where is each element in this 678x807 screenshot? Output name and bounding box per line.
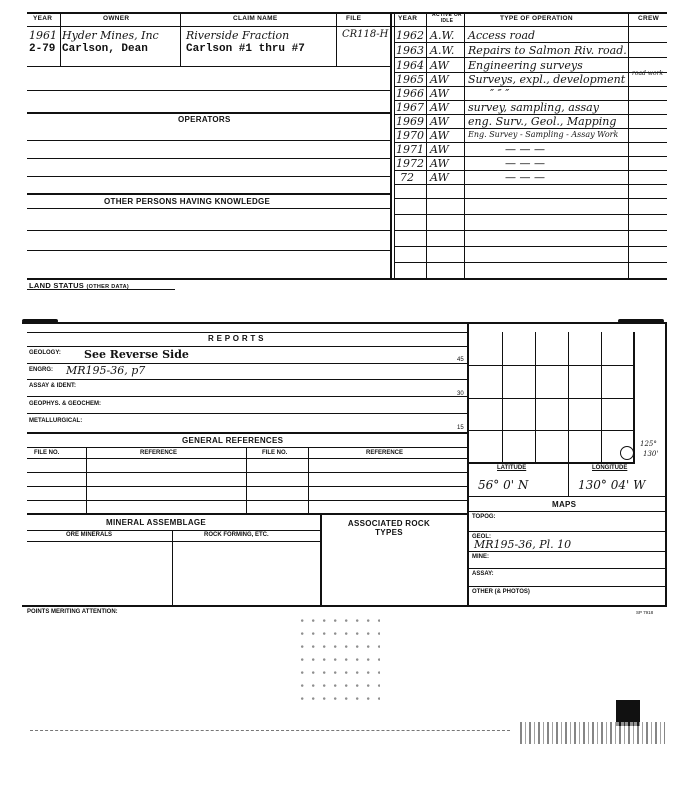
ref-col-reference: REFERENCE: [140, 450, 178, 456]
activity-row-7-status: AW: [430, 115, 449, 128]
activity-row-7-year: 1969: [396, 115, 424, 128]
grid-line: [469, 398, 635, 399]
divider: [27, 289, 175, 290]
owner-row-1-file: CR118-H: [342, 29, 389, 40]
divider: [27, 513, 467, 515]
associated-rock-types-heading: ASSOCIATED ROCK TYPES: [347, 519, 431, 537]
reports-heading: R E P O R T S: [208, 334, 264, 343]
divider: [27, 26, 667, 27]
divider: [27, 472, 467, 473]
divider: [27, 230, 390, 231]
divider: [320, 513, 322, 606]
divider: [394, 184, 667, 185]
activity-row-11-year: 72: [400, 171, 414, 184]
activity-row-2-operation: Repairs to Salmon Riv. road.: [468, 44, 627, 57]
ref-col-file-no-2: FILE NO.: [262, 450, 288, 456]
activity-row-2-status: A.W.: [430, 44, 455, 57]
divider: [469, 586, 665, 587]
geology-label: GEOLOGY:: [29, 350, 61, 356]
divider: [394, 262, 667, 263]
ref-col-file-no: FILE NO.: [34, 450, 60, 456]
divider: [394, 230, 667, 231]
scan-noise: [520, 722, 665, 744]
divider: [27, 500, 467, 501]
activity-row-8-status: AW: [430, 129, 449, 142]
activity-row-1-operation: Access road: [468, 29, 536, 42]
divider: [86, 447, 87, 513]
activity-row-5-year: 1966: [396, 87, 424, 100]
geology-value: See Reverse Side: [84, 348, 189, 361]
grid-line: [469, 365, 635, 366]
header-file: FILE: [346, 15, 362, 22]
form-code: SP 7918: [636, 610, 654, 615]
divider: [22, 605, 667, 607]
header-type-of-operation: TYPE OF OPERATION: [500, 15, 573, 22]
longitude-label: LONGITUDE: [592, 465, 628, 471]
latitude-value: 56° 0' N: [478, 478, 529, 492]
engrg-value: MR195-36, p7: [66, 364, 146, 377]
activity-row-4-operation: Surveys, expl., development: [468, 73, 626, 86]
activity-row-10-status: AW: [430, 157, 449, 170]
grid-line: [568, 332, 569, 462]
assay-label: ASSAY:: [472, 571, 494, 577]
assay-ident-label: ASSAY & IDENT:: [29, 383, 77, 389]
grid-line: [601, 332, 602, 462]
activity-row-3-status: AW: [430, 59, 449, 72]
activity-row-1-year: 1962: [396, 29, 424, 42]
land-status-sublabel: (OTHER DATA): [86, 284, 129, 290]
activity-row-8-operation: Eng. Survey - Sampling - Assay Work: [468, 130, 619, 139]
divider: [27, 66, 390, 67]
activity-row-11-operation: — — —: [505, 171, 545, 184]
activity-row-6-status: AW: [430, 101, 449, 114]
divider: [27, 140, 390, 141]
grid-line: [535, 332, 536, 462]
divider: [469, 568, 665, 569]
divider: [628, 12, 629, 278]
activity-row-3-year: 1964: [396, 59, 424, 72]
geol-label: GEOL:: [472, 534, 491, 540]
divider: [469, 511, 665, 512]
activity-row-5-status: AW: [430, 87, 449, 100]
land-status-label: LAND STATUS: [29, 281, 85, 290]
divider: [27, 278, 667, 280]
activity-row-4-year: 1965: [396, 73, 424, 86]
divider: [27, 447, 467, 448]
geol-value: MR195-36, Pl. 10: [474, 538, 572, 551]
divider: [394, 198, 667, 199]
divider: [665, 322, 667, 606]
divider: [27, 208, 390, 209]
divider: [394, 246, 667, 247]
ore-minerals-col: ORE MINERALS: [66, 532, 113, 538]
divider: [308, 447, 309, 513]
activity-row-9-year: 1971: [396, 143, 424, 156]
divider: [27, 413, 467, 414]
location-circle: [620, 446, 634, 460]
divider: [27, 530, 321, 531]
owner-row-1-year: 1961: [29, 29, 57, 42]
divider: [469, 531, 665, 532]
engrg-label: ENGRG:: [29, 367, 53, 373]
divider: [394, 42, 667, 43]
other-persons-heading: OTHER PERSONS HAVING KNOWLEDGE: [104, 197, 271, 206]
divider: [27, 112, 390, 114]
divider: [27, 541, 321, 542]
grid-line: [469, 430, 635, 431]
divider: [27, 158, 390, 159]
divider: [27, 193, 390, 195]
quad-note-2: 130': [643, 450, 659, 458]
latitude-label: LATITUDE: [497, 465, 527, 471]
operators-heading: OPERATORS: [178, 115, 231, 124]
crew-note: road work: [632, 70, 664, 77]
activity-row-10-operation: — — —: [505, 157, 545, 170]
divider: [27, 90, 390, 91]
activity-row-5-operation: ″ ″ ″: [490, 87, 510, 100]
longitude-value: 130° 04' W: [578, 478, 646, 492]
divider: [426, 12, 427, 278]
margin-marker: 30: [457, 391, 464, 397]
divider: [27, 176, 390, 177]
activity-row-11-status: AW: [430, 171, 449, 184]
margin-marker: 45: [457, 357, 464, 363]
divider: [27, 12, 667, 14]
activity-row-6-operation: survey, sampling, assay: [468, 101, 599, 114]
divider: [390, 12, 392, 278]
divider: [394, 57, 667, 58]
activity-row-6-year: 1967: [396, 101, 424, 114]
divider: [172, 530, 173, 605]
owner-row-1-owner: Hyder Mines, Inc: [62, 29, 159, 42]
scan-noise: [300, 618, 380, 708]
divider: [27, 486, 467, 487]
header-year: YEAR: [33, 15, 53, 22]
mine-label: MINE:: [472, 554, 489, 560]
quad-note-1: 125°: [640, 440, 657, 448]
divider: [22, 322, 667, 324]
other-photos-label: OTHER (& PHOTOS): [472, 589, 530, 595]
geophys-label: GEOPHYS. & GEOCHEM:: [29, 401, 102, 407]
owner-row-2-year: 2-79: [29, 43, 56, 55]
activity-row-8-year: 1970: [396, 129, 424, 142]
activity-row-1-status: A.W.: [430, 29, 455, 42]
divider: [394, 12, 395, 278]
divider: [60, 12, 61, 66]
divider: [246, 447, 247, 513]
activity-row-9-operation: — — —: [505, 143, 545, 156]
activity-row-4-status: AW: [430, 73, 449, 86]
owner-row-2-owner: Carlson, Dean: [62, 43, 148, 55]
divider: [336, 12, 337, 66]
divider: [27, 396, 467, 397]
divider: [27, 432, 467, 434]
divider: [27, 250, 390, 251]
header-active-or-idle: ACTIVE OR IDLE: [432, 12, 462, 24]
grid-line: [502, 332, 503, 462]
divider: [27, 332, 467, 333]
mineral-assemblage-heading: MINERAL ASSEMBLAGE: [106, 518, 207, 527]
metallurgical-label: METALLURGICAL:: [29, 418, 83, 424]
points-meriting-attention-label: POINTS MERITING ATTENTION:: [27, 609, 118, 615]
activity-row-3-operation: Engineering surveys: [468, 59, 583, 72]
scan-noise: [30, 730, 510, 731]
divider: [568, 462, 569, 496]
ref-col-reference-2: REFERENCE: [366, 450, 404, 456]
owner-row-1-claim: Riverside Fraction: [186, 29, 290, 42]
divider: [394, 214, 667, 215]
divider: [27, 458, 467, 459]
header-year-activity: YEAR: [398, 15, 418, 22]
activity-row-10-year: 1972: [396, 157, 424, 170]
general-references-heading: GENERAL REFERENCES: [182, 436, 284, 445]
divider: [27, 379, 467, 380]
rock-forming-col: ROCK FORMING, ETC.: [204, 532, 269, 538]
activity-row-7-operation: eng. Surv., Geol., Mapping: [468, 115, 617, 128]
header-crew: CREW: [638, 15, 660, 22]
grid-line: [469, 462, 635, 464]
divider: [464, 12, 465, 278]
owner-row-2-claim: Carlson #1 thru #7: [186, 43, 305, 55]
header-claim-name: CLAIM NAME: [233, 15, 278, 22]
topog-label: TOPOG:: [472, 514, 496, 520]
activity-row-9-status: AW: [430, 143, 449, 156]
maps-heading: MAPS: [552, 500, 577, 509]
margin-marker: 15: [457, 425, 464, 431]
divider: [180, 12, 181, 66]
activity-row-2-year: 1963: [396, 44, 424, 57]
divider: [27, 346, 467, 347]
header-owner: OWNER: [103, 15, 130, 22]
divider: [469, 551, 665, 552]
grid-line: [633, 332, 635, 462]
divider: [469, 496, 665, 497]
